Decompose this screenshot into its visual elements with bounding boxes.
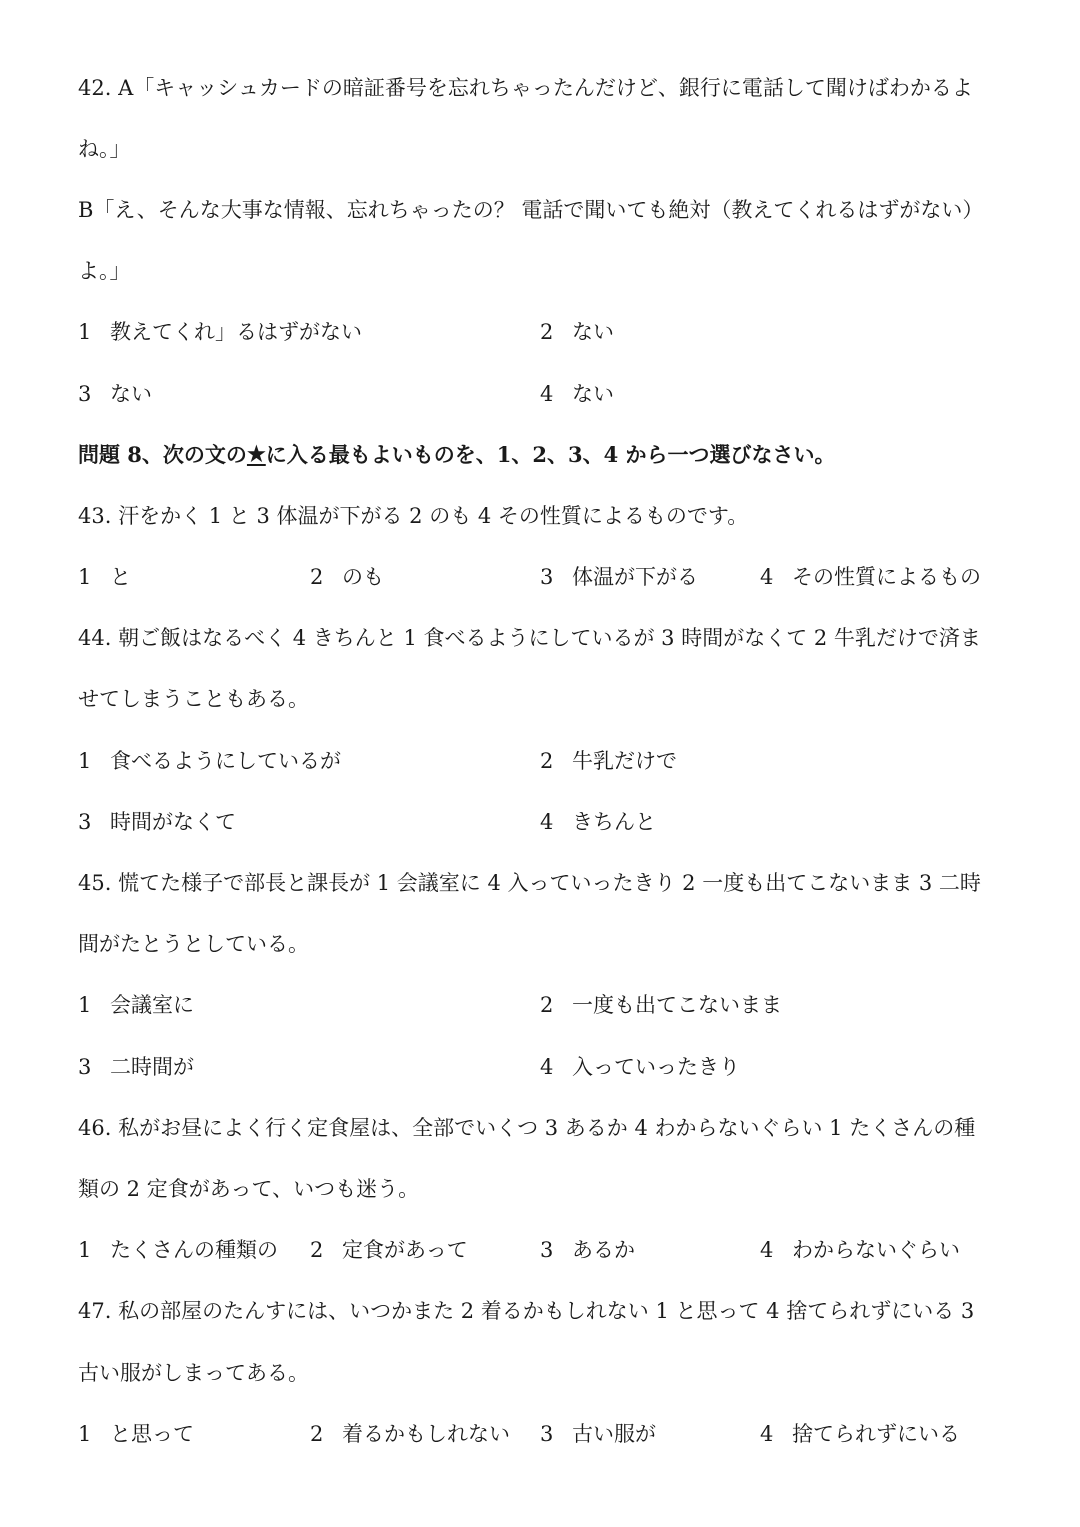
q45-option-3 <box>78 1051 194 1081</box>
option-text: きちんと <box>572 809 656 834</box>
option-text: 捨てられずにいる <box>792 1421 960 1446</box>
option-number: 4 <box>760 1421 774 1446</box>
option-number: 2 <box>540 993 554 1018</box>
option-number: 3 <box>540 565 554 590</box>
q47-options-row <box>78 1402 1002 1463</box>
heading-text-before: 問題 8、次の文の <box>78 441 247 467</box>
option-number: 1 <box>78 1238 92 1263</box>
option-text: 時間がなくて <box>110 809 236 834</box>
q46-option-4 <box>760 1234 960 1264</box>
q43-option-4 <box>760 561 981 591</box>
q46-options-row <box>78 1219 1002 1280</box>
option-number: 2 <box>310 565 324 590</box>
option-text: 定食があって <box>342 1238 468 1263</box>
option-number: 2 <box>310 1421 324 1446</box>
q47-option-4 <box>760 1418 960 1448</box>
q47-line-2: 古い服がしまってある。 <box>78 1360 309 1385</box>
q43-option-1 <box>78 561 131 591</box>
option-text: のも <box>342 565 384 590</box>
option-text: ない <box>572 381 614 406</box>
section-heading <box>78 423 1002 484</box>
option-text: 一度も出てこないまま <box>572 993 782 1018</box>
q42-option-1 <box>78 316 362 346</box>
option-text: 二時間が <box>110 1054 194 1079</box>
q45-options-row-2 <box>78 1035 1002 1096</box>
option-number: 1 <box>78 993 92 1018</box>
option-text: ない <box>572 320 614 345</box>
q42-line-1: 42. A「キャッシュカードの暗証番号を忘れちゃったんだけど、銀行に電話して聞けばわかるよ <box>78 75 973 100</box>
q46-option-1 <box>78 1234 278 1264</box>
option-text: 体温が下がる <box>572 565 698 590</box>
q45-option-4 <box>540 1051 740 1081</box>
option-text: 着るかもしれない <box>342 1421 510 1446</box>
q44-option-4 <box>540 806 656 836</box>
option-text: 入っていったきり <box>572 1054 740 1079</box>
option-number: 3 <box>78 1054 92 1079</box>
option-number: 4 <box>760 565 774 590</box>
option-number: 3 <box>540 1421 554 1446</box>
q47-option-1 <box>78 1418 194 1448</box>
q44-line-2: せてしまうこともある。 <box>78 687 309 712</box>
option-text: その性質によるもの <box>792 565 981 590</box>
q44-option-3 <box>78 806 236 836</box>
q44-line-1: 44. 朝ご飯はなるべく 4 きちんと 1 食べるようにしているが 3 時間がなくて 2 牛乳だけで済ま <box>78 626 981 651</box>
q45-options-row-1 <box>78 974 1002 1035</box>
option-text: わからないぐらい <box>792 1238 960 1263</box>
q46-option-3 <box>540 1234 635 1264</box>
q46-option-2 <box>310 1234 468 1264</box>
q43-line-1: 43. 汗をかく 1 と 3 体温が下がる 2 のも 4 その性質によるものです。 <box>78 503 749 528</box>
q43-option-2 <box>310 561 384 591</box>
q42-line-3: B「え、そんな大事な情報、忘れちゃったの？ 電話で聞いても絶対（教えてくれるはずがない） <box>78 197 984 222</box>
option-number: 3 <box>78 809 92 834</box>
q46-line-1: 46. 私がお昼によく行く定食屋は、全部でいくつ 3 あるか 4 わからないぐらい 1 たくさんの種 <box>78 1115 976 1140</box>
q47-option-3 <box>540 1418 656 1448</box>
option-text: ない <box>110 381 152 406</box>
q47-line-1: 47. 私の部屋のたんすには、いつかまた 2 着るかもしれない 1 と思って 4 捨てられずにいる 3 <box>78 1299 975 1324</box>
option-number: 3 <box>540 1238 554 1263</box>
q42-options-row-2 <box>78 362 1002 423</box>
option-text: 会議室に <box>110 993 194 1018</box>
q45-line-2: 間がたとうとしている。 <box>78 932 309 957</box>
option-number: 2 <box>540 748 554 773</box>
option-text: 古い服が <box>572 1421 656 1446</box>
option-text: 教えてくれ」るはずがない <box>110 320 362 345</box>
option-number: 4 <box>760 1238 774 1263</box>
option-number: 4 <box>540 1054 554 1079</box>
option-number: 4 <box>540 809 554 834</box>
q45-line-1: 45. 慌てた様子で部長と課長が 1 会議室に 4 入っていったきり 2 一度も出てこないまま 3 二時 <box>78 871 981 896</box>
q44-option-1 <box>78 745 341 775</box>
q45-option-1 <box>78 989 194 1019</box>
option-text: と思って <box>110 1421 194 1446</box>
q42-line-2: ね。」 <box>78 136 131 161</box>
q42-line-4: よ。」 <box>78 259 131 284</box>
option-number: 2 <box>540 320 554 345</box>
option-number: 3 <box>78 381 92 406</box>
q43-option-3 <box>540 561 698 591</box>
option-number: 1 <box>78 565 92 590</box>
option-number: 1 <box>78 320 92 345</box>
q46-line-2: 類の 2 定食があって、いつも迷う。 <box>78 1176 420 1201</box>
option-text: あるか <box>572 1238 635 1263</box>
q44-options-row-2 <box>78 790 1002 851</box>
q42-option-3 <box>78 378 152 408</box>
option-number: 1 <box>78 748 92 773</box>
q47-option-2 <box>310 1418 510 1448</box>
heading-text-after: に入る最もよいものを、1、2、3、4 から一つ選びなさい。 <box>265 441 836 467</box>
option-number: 2 <box>310 1238 324 1263</box>
q44-options-row-1 <box>78 729 1002 790</box>
star-icon: ★ <box>246 441 266 467</box>
option-text: 食べるようにしているが <box>110 748 341 773</box>
q45-option-2 <box>540 989 782 1019</box>
option-text: 牛乳だけで <box>572 748 677 773</box>
option-text: と <box>110 565 131 590</box>
option-text: たくさんの種類の <box>110 1238 278 1263</box>
option-number: 4 <box>540 381 554 406</box>
q44-option-2 <box>540 745 677 775</box>
q42-option-4 <box>540 378 614 408</box>
q42-options-row-1 <box>78 301 1002 362</box>
option-number: 1 <box>78 1421 92 1446</box>
q43-options-row <box>78 546 1002 607</box>
q42-option-2 <box>540 316 614 346</box>
